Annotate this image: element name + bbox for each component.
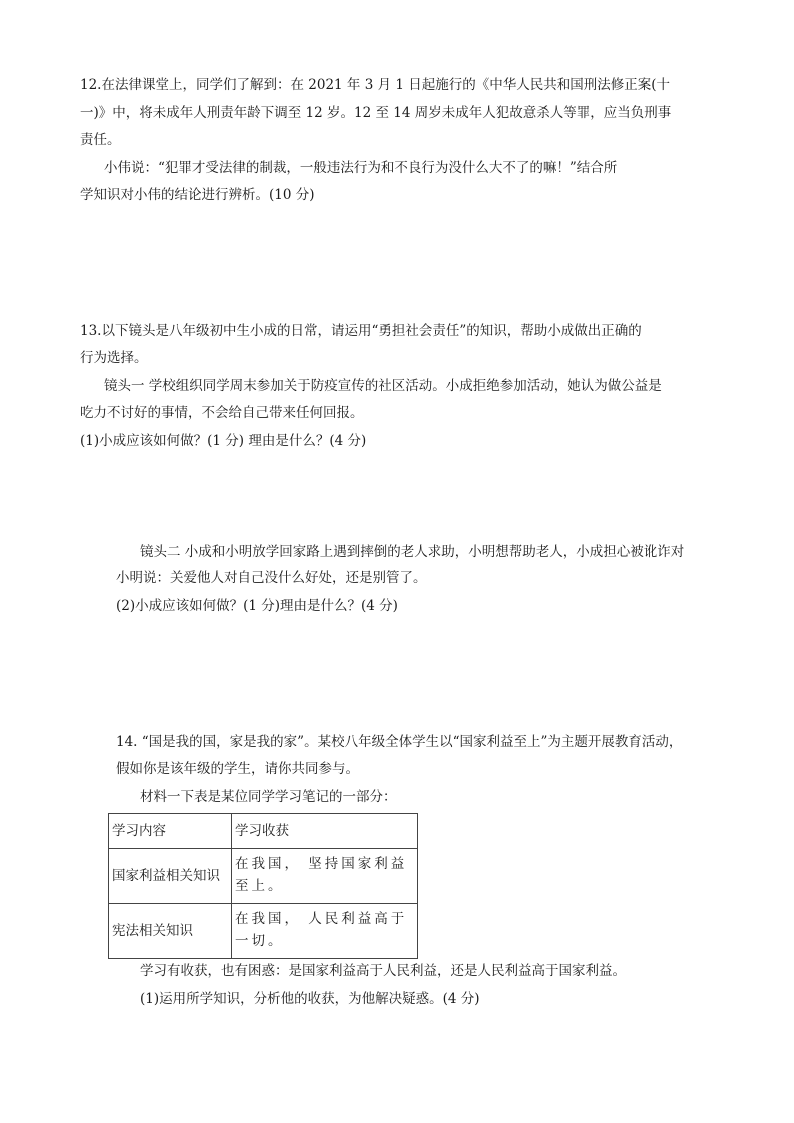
q12-line-5: 学知识对小伟的结论进行辨析。(10 分) [80,187,315,203]
table-row [109,849,418,904]
q12-line-2: 一)》中，将未成年人刑责年龄下调至 12 岁。12 至 14 周岁未成年人犯故意杀人等罪，应当负刑事 [80,105,672,121]
q13-scene2-line-2: 小明说：关爱他人对自己没什么好处，还是别管了。 [116,570,427,586]
q14-line-2: 假如你是该年级的学生，请你共同参与。 [116,761,359,777]
q14-line-1: 14. “国是我的国，家是我的家”。某校八年级全体学生以“国家利益至上”为主题开展教育活动， [116,734,683,750]
q13-scene2-line-1: 镜头二 小成和小明放学回家路上遇到摔倒的老人求助，小明想帮助老人，小成担心被讹诈对 [140,544,685,560]
table-row [109,904,418,959]
table-header-cell: 学习内容 [109,814,232,849]
q14-confusion-line: 学习有收获，也有困惑：是国家利益高于人民利益，还是人民利益高于国家利益。 [140,963,626,979]
q13-line-2: 行为选择。 [80,350,148,366]
q13-scene1-line-2: 吃力不讨好的事情，不会给自己带来任何回报。 [80,405,364,421]
q12-line-3: 责任。 [80,132,121,148]
table-cell: 宪法相关知识 [109,904,232,959]
table-cell: 在我国， 坚持国家利益至上。 [232,849,418,904]
table-cell: 国家利益相关知识 [109,849,232,904]
table-cell: 在我国， 人民利益高于一切。 [232,904,418,959]
table-header-cell: 学习收获 [232,814,418,849]
q13-sub-question-2: (2)小成应该如何做？(1 分)理由是什么？(4 分) [116,598,398,614]
q12-line-1: 12.在法律课堂上，同学们了解到：在 2021 年 3 月 1 日起施行的《中华人民共和国刑法修正案(十 [80,77,671,93]
q12-line-4: 小伟说：“犯罪才受法律的制裁，一般违法行为和不良行为没什么大不了的嘛！”结合所 [104,160,618,176]
q13-sub-question-1: (1)小成应该如何做？(1 分) 理由是什么？(4 分) [80,433,367,449]
q13-line-1: 13.以下镜头是八年级初中生小成的日常，请运用“勇担社会责任”的知识，帮助小成做出正确的 [80,323,642,339]
q14-material-intro: 材料一下表是某位同学学习笔记的一部分： [140,789,397,805]
study-notes-table [108,813,418,959]
table-header-row [109,814,418,849]
q13-scene1-line-1: 镜头一 学校组织同学周末参加关于防疫宣传的社区活动。小成拒绝参加活动，她认为做公益是 [104,378,662,394]
q14-sub-question-1: (1)运用所学知识，分析他的收获，为他解决疑惑。(4 分) [140,991,480,1007]
